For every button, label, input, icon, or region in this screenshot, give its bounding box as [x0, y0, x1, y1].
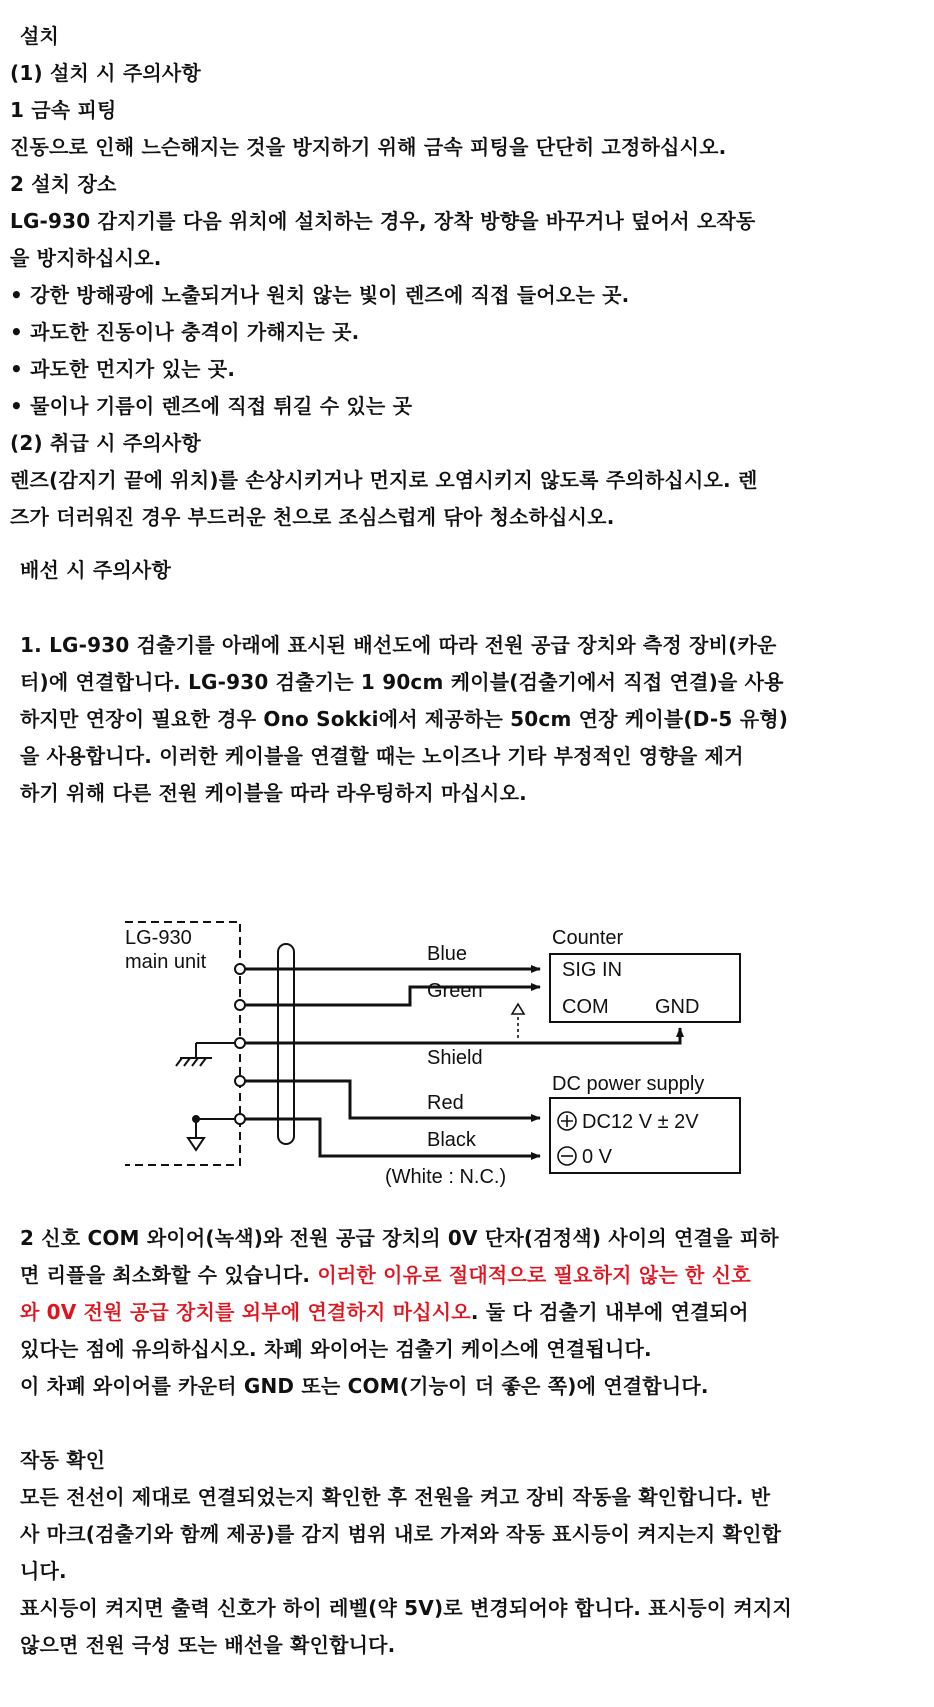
- red-wire: [245, 1081, 540, 1118]
- metal-fitting-text: 진동으로 인해 느슨해지는 것을 방지하기 위해 금속 피팅을 단단히 고정하십시오.: [10, 135, 727, 159]
- green-wire: [245, 987, 540, 1005]
- wiring-paragraph-line: 을 사용합니다. 이러한 케이블을 연결할 때는 노이즈나 기타 부정적인 영향을 제거: [20, 744, 744, 768]
- signal-ground-icon: [188, 1138, 204, 1150]
- counter-title: Counter: [552, 927, 624, 949]
- bullet-item: • 강한 방해광에 노출되거나 원치 않는 빛이 렌즈에 직접 들어오는 곳.: [10, 283, 630, 307]
- white-wire-note: (White : N.C.): [385, 1166, 507, 1188]
- wire-label-red: Red: [427, 1092, 464, 1114]
- wiring-note-line: [20, 1261, 751, 1289]
- installation-caution-heading: (1) 설치 시 주의사항: [10, 61, 201, 85]
- wiring-note-text: 면 리플을 최소화할 수 있습니다.: [20, 1263, 318, 1287]
- wire-label-black: Black: [427, 1129, 476, 1151]
- bullet-item: • 물이나 기름이 렌즈에 직접 튀길 수 있는 곳: [10, 394, 413, 418]
- wiring-paragraph-line: 터)에 연결합니다. LG-930 검출기는 1 90cm 케이블(검출기에서 직접 연결)을 사용: [20, 670, 784, 694]
- power-supply-title: DC power supply: [552, 1073, 705, 1095]
- counter-gnd: GND: [655, 996, 700, 1018]
- wiring-note-line: 2 신호 COM 와이어(녹색)와 전원 공급 장치의 0V 단자(검정색) 사이의 연결을 피하: [20, 1226, 779, 1250]
- location-text-line-1: LG-930 감지기를 다음 위치에 설치하는 경우, 장착 방향을 바꾸거나 덮어서 오작동: [10, 209, 756, 233]
- unit-label: LG-930: [125, 927, 192, 949]
- wiring-warning-text: 와 0V 전원 공급 장치를 외부에 연결하지 마십시오: [20, 1300, 471, 1324]
- wiring-note-line: 이 차폐 와이어를 카운터 GND 또는 COM(기능이 더 좋은 쪽)에 연결합니다.: [20, 1374, 709, 1398]
- operation-line: 표시등이 켜지면 출력 신호가 하이 레벨(약 5V)로 변경되어야 합니다. 표시등이 켜지지: [20, 1596, 793, 1620]
- terminal-blue: [235, 964, 245, 974]
- frame-ground-link: [196, 1043, 240, 1057]
- frame-ground-icon: [176, 1058, 212, 1066]
- location-text-line-2: 을 방지하십시오.: [10, 246, 162, 270]
- signal-ground-link: [196, 1119, 240, 1138]
- handling-heading: (2) 취급 시 주의사항: [10, 431, 201, 455]
- location-heading: 2 설치 장소: [10, 172, 117, 196]
- wire-label-shield: Shield: [427, 1047, 483, 1069]
- handling-text-line-2: 즈가 더러워진 경우 부드러운 천으로 조심스럽게 닦아 청소하십시오.: [10, 505, 615, 529]
- terminal-red: [235, 1076, 245, 1086]
- optional-arrow: [512, 1004, 524, 1014]
- power-supply-positive: DC12 V ± 2V: [582, 1111, 699, 1133]
- counter-sig-in: SIG IN: [562, 959, 623, 981]
- junction-dot: [193, 1116, 200, 1123]
- wiring-diagram: [0, 910, 934, 1190]
- wiring-warning-text: 이러한 이유로 절대적으로 필요하지 않는 한 신호: [317, 1263, 751, 1287]
- wiring-note-text: . 둘 다 검출기 내부에 연결되어: [470, 1300, 749, 1324]
- wiring-note-line: [20, 1298, 749, 1326]
- bullet-item: • 과도한 먼지가 있는 곳.: [10, 357, 236, 381]
- operation-line: 니다.: [20, 1559, 67, 1583]
- operation-line: 않으면 전원 극성 또는 배선을 확인합니다.: [20, 1633, 396, 1657]
- terminal-shield: [235, 1038, 245, 1048]
- wiring-note-line: 있다는 점에 유의하십시오. 차폐 와이어는 검출기 케이스에 연결됩니다.: [20, 1337, 652, 1361]
- counter-com: COM: [562, 996, 609, 1018]
- black-wire: [245, 1119, 540, 1156]
- power-supply-box: [550, 1098, 740, 1173]
- shield-wire: [245, 1028, 680, 1043]
- metal-fitting-heading: 1 금속 피팅: [10, 98, 117, 122]
- wiring-title: 배선 시 주의사항: [20, 558, 171, 582]
- unit-label: main unit: [125, 951, 207, 973]
- power-supply-zero: 0 V: [582, 1146, 613, 1168]
- terminal-black: [235, 1114, 245, 1124]
- operation-line: 모든 전선이 제대로 연결되었는지 확인한 후 전원을 켜고 장비 작동을 확인합니다. 반: [20, 1485, 771, 1509]
- wiring-paragraph-line: 하지만 연장이 필요한 경우 Ono Sokki에서 제공하는 50cm 연장 케이블(D-5 유형): [20, 707, 789, 731]
- installation-title: 설치: [20, 24, 60, 48]
- operation-line: 사 마크(검출기와 함께 제공)를 감지 범위 내로 가져와 작동 표시등이 켜지는지 확인합: [20, 1522, 782, 1546]
- operation-title: 작동 확인: [20, 1448, 106, 1472]
- bullet-item: • 과도한 진동이나 충격이 가해지는 곳.: [10, 320, 360, 344]
- terminal-green: [235, 1000, 245, 1010]
- handling-text-line-1: 렌즈(감지기 끝에 위치)를 손상시키거나 먼지로 오염시키지 않도록 주의하십시오. 렌: [10, 468, 758, 492]
- wiring-paragraph-line: 1. LG-930 검출기를 아래에 표시된 배선도에 따라 전원 공급 장치와 측정 장비(카운: [20, 633, 777, 657]
- wire-label-blue: Blue: [427, 943, 468, 965]
- wire-label-green: Green: [427, 980, 483, 1002]
- wiring-paragraph-line: 하기 위해 다른 전원 케이블을 따라 라우팅하지 마십시오.: [20, 781, 527, 805]
